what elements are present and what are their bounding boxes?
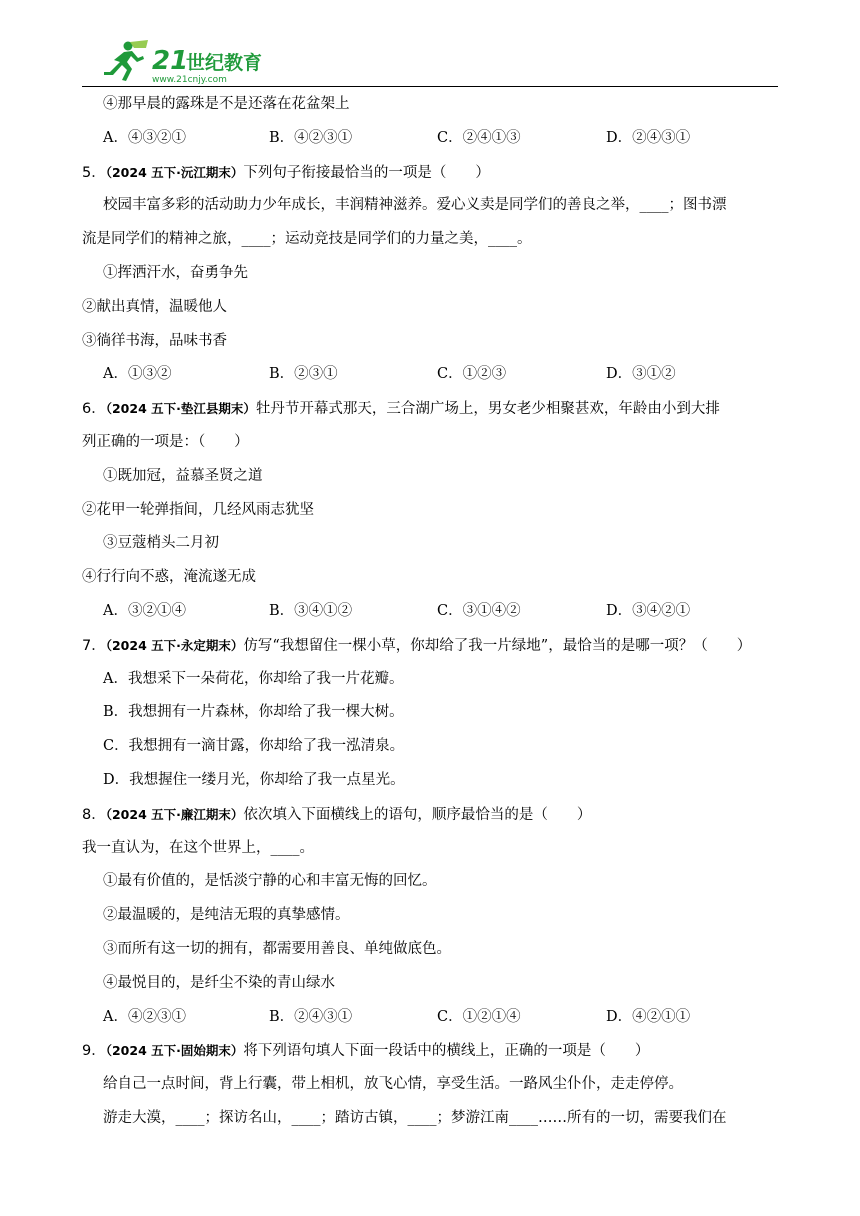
answer-option: B．②④③①: [269, 1008, 353, 1025]
text-line: [82, 88, 782, 122]
answer-option: B．②③①: [269, 366, 338, 383]
logo-runner-icon: [100, 38, 280, 86]
answer-option: D．④②①①: [606, 1008, 691, 1025]
question-source: （2024 五下·沅江期末）: [105, 164, 244, 180]
answer-option: D．③①②: [606, 366, 676, 383]
document-body: [82, 88, 782, 1136]
answer-option: D．③④②①: [606, 602, 691, 619]
line-text: 我一直认为，在这个世界上，____。: [82, 839, 314, 856]
svg-text:世纪教育: 世纪教育: [186, 52, 263, 74]
text-line: [82, 561, 782, 595]
line-text: 列正确的一项是：（ ）: [82, 433, 249, 450]
answer-option: C．①②①④: [437, 1008, 521, 1025]
text-line: [82, 967, 782, 1001]
svg-text:21: 21: [152, 46, 189, 76]
text-line: [82, 189, 782, 223]
line-text: D．我想握住一缕月光，你却给了我一点星光。: [103, 771, 405, 788]
question-number: 5．: [82, 164, 106, 181]
line-text: ①既加冠，益慕圣贤之道: [103, 467, 263, 484]
svg-text:www.21cnjy.com: www.21cnjy.com: [152, 75, 227, 85]
question-stem: [82, 392, 782, 426]
text-line: [82, 663, 782, 697]
site-logo: [100, 38, 280, 86]
header-divider: [82, 86, 778, 87]
text-line: [82, 494, 782, 528]
question-stem: [82, 629, 782, 663]
answer-options: [82, 122, 782, 156]
question-source: （2024 五下·固始期末）: [105, 1043, 244, 1059]
answer-option: A．①③②: [103, 366, 172, 383]
page-header: [0, 0, 860, 90]
line-text: ④那早晨的露珠是不是还落在花盆架上: [103, 96, 350, 112]
question-number: 7．: [82, 637, 106, 654]
question-text: 仿写“我想留住一棵小草，你却给了我一片绿地”，最恰当的是哪一项？（ ）: [243, 637, 752, 654]
answer-option: B．④②③①: [269, 129, 353, 146]
answer-option: A．③②①④: [103, 602, 186, 619]
text-line: [82, 325, 782, 359]
question-source: （2024 五下·垫江县期末）: [105, 401, 256, 417]
text-line: [82, 460, 782, 494]
answer-option: A．④②③①: [103, 1008, 186, 1025]
answer-option: A．④③②①: [103, 129, 186, 146]
text-line: [82, 257, 782, 291]
question-text: 将下列语句填人下面一段话中的横线上，正确的一项是（ ）: [243, 1043, 650, 1060]
line-text: ②最温暖的，是纯洁无瑕的真挚感情。: [103, 907, 350, 924]
answer-option: C．③①④②: [437, 602, 521, 619]
line-text: ④最悦目的，是纤尘不染的青山绿水: [103, 974, 335, 991]
text-line: [82, 865, 782, 899]
question-stem: [82, 1034, 782, 1068]
answer-options: [82, 595, 782, 629]
line-text: ①挥洒汗水，奋勇争先: [103, 264, 248, 281]
text-line: [82, 933, 782, 967]
text-line: [82, 223, 782, 257]
line-text: ②花甲一轮弹指间，几经风雨志犹坚: [82, 501, 314, 518]
line-text: C．我想拥有一滴甘露，你却给了我一泓清泉。: [103, 738, 405, 755]
text-line: [82, 291, 782, 325]
line-text: 校园丰富多彩的活动助力少年成长，丰润精神滋养。爱心义卖是同学们的善良之举，____；图书漂: [103, 197, 727, 214]
text-line: [82, 527, 782, 561]
answer-option: C．②④①③: [437, 129, 521, 146]
line-text: ③豆蔻梢头二月初: [103, 535, 219, 552]
line-text: 给自己一点时间，背上行囊，带上相机，放飞心情，享受生活。一路风尘仆仆，走走停停。: [103, 1076, 683, 1093]
question-text: 下列句子衔接最恰当的一项是（ ）: [243, 164, 490, 181]
line-text: 游走大漠，____；探访名山，____；踏访古镇，____；梦游江南____……所有的一切，需要我们在: [103, 1109, 727, 1126]
question-stem: [82, 798, 782, 832]
answer-option: C．①②③: [437, 366, 507, 383]
text-line: [82, 1068, 782, 1102]
text-line: [82, 899, 782, 933]
question-text: 依次填入下面横线上的语句，顺序最恰当的是（ ）: [243, 806, 592, 823]
text-line: [82, 730, 782, 764]
answer-options: [82, 1001, 782, 1035]
line-text: ③而所有这一切的拥有，都需要用善良、单纯做底色。: [103, 940, 451, 957]
question-number: 9．: [82, 1043, 106, 1060]
question-stem: [82, 156, 782, 190]
answer-option: D．②④③①: [606, 129, 691, 146]
line-text: ②献出真情，温暖他人: [82, 298, 227, 315]
line-text: ④行行向不惑，淹流遂无成: [82, 569, 256, 586]
question-number: 6．: [82, 401, 106, 418]
text-line: [82, 764, 782, 798]
text-line: [82, 696, 782, 730]
answer-options: [82, 358, 782, 392]
answer-option: B．③④①②: [269, 602, 353, 619]
line-text: 流是同学们的精神之旅，____；运动竞技是同学们的力量之美，____。: [82, 231, 532, 248]
question-number: 8．: [82, 806, 106, 823]
question-source: （2024 五下·廉江期末）: [105, 806, 244, 822]
line-text: ③徜徉书海，品味书香: [82, 332, 227, 349]
question-text: 牡丹节开幕式那天，三合湖广场上，男女老少相聚甚欢，年龄由小到大排: [255, 401, 720, 418]
line-text: B．我想拥有一片森林，你却给了我一棵大树。: [103, 704, 404, 721]
text-line: [82, 426, 782, 460]
line-text: A．我想采下一朵荷花，你却给了我一片花瓣。: [103, 670, 404, 687]
question-source: （2024 五下·永定期末）: [105, 637, 244, 653]
line-text: ①最有价值的，是恬淡宁静的心和丰富无悔的回忆。: [103, 873, 437, 890]
text-line: [82, 832, 782, 866]
text-line: [82, 1102, 782, 1136]
